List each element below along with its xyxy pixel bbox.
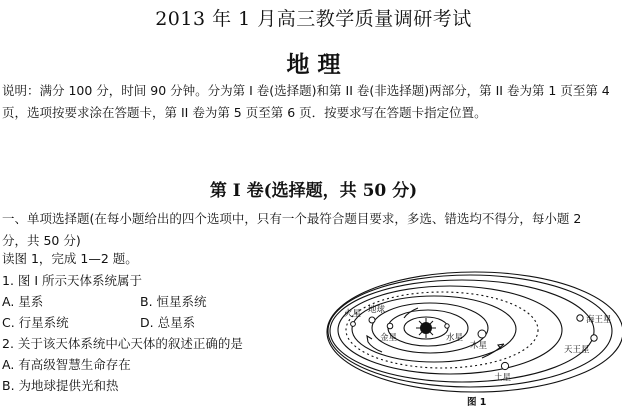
reading-prompt: 读图 1，完成 1—2 题。 [2, 251, 138, 266]
part-one-title: 第 I 卷(选择题，共 50 分) [209, 181, 418, 201]
sun-icon [416, 318, 436, 338]
jupiter-orbit [338, 286, 562, 374]
question-1-stem: 1. 图 I 所示天体系统属于 [2, 273, 143, 288]
uranus-orbit [328, 275, 612, 387]
orbit-arrowhead-icon [367, 336, 372, 342]
planet-label: 地球 [368, 305, 386, 315]
question-1-option-a[interactable]: A. 星系 [2, 294, 44, 309]
question-2-stem: 2. 关于该天体系统中心天体的叙述正确的是 [2, 336, 243, 351]
exam-instructions: 说明：满分 100 分，时间 90 分钟。分为第 I 卷(选择题)和第 II 卷(非选择题)两部分，第 II 卷为第 1 页至第 4 页，选项按要求涂在答题卡，第 II 卷为第 5 页至第 6 页．按要求写在答题卡指定位置。 [2, 83, 610, 120]
planet-label: 火星 [344, 309, 362, 319]
subject-title: 地 理 [286, 51, 341, 78]
saturn-orbit [330, 280, 594, 382]
planet-label: 金星 [380, 333, 398, 343]
neptune-orbit [327, 272, 622, 392]
neptune-icon [577, 315, 583, 321]
uranus-icon [591, 335, 597, 341]
planet-label: 海王星 [586, 315, 612, 325]
question-1-option-c[interactable]: C. 行星系统 [2, 315, 69, 330]
earth-icon [369, 317, 375, 323]
jupiter-icon [478, 330, 486, 338]
planet-label: 土星 [494, 373, 512, 383]
question-2-option-b[interactable]: B. 为地球提供光和热 [2, 378, 119, 393]
venus-icon [387, 323, 393, 329]
mercury-icon [445, 324, 449, 328]
question-1-option-b[interactable]: B. 恒星系统 [140, 294, 207, 309]
orbit-arrow-icon [368, 342, 382, 352]
question-2-option-a[interactable]: A. 有高级智慧生命存在 [2, 357, 131, 372]
mars-icon [351, 322, 356, 327]
figure-caption: 图 1 [467, 397, 487, 408]
question-1-option-d[interactable]: D. 总星系 [140, 315, 196, 330]
exam-title: 2013 年 1 月高三教学质量调研考试 [155, 8, 472, 30]
planet-label: 水星 [446, 333, 464, 343]
solar-system-figure [322, 268, 622, 410]
solar-system-diagram [322, 268, 622, 410]
saturn-icon [501, 362, 508, 369]
planet-label: 木星 [470, 341, 488, 351]
section-intro: 一、单项选择题(在每小题给出的四个选项中，只有一个最符合题目要求，多选、错选均不得分，每小题 2 分，共 50 分) [2, 211, 582, 248]
planet-label: 天王星 [564, 345, 590, 355]
